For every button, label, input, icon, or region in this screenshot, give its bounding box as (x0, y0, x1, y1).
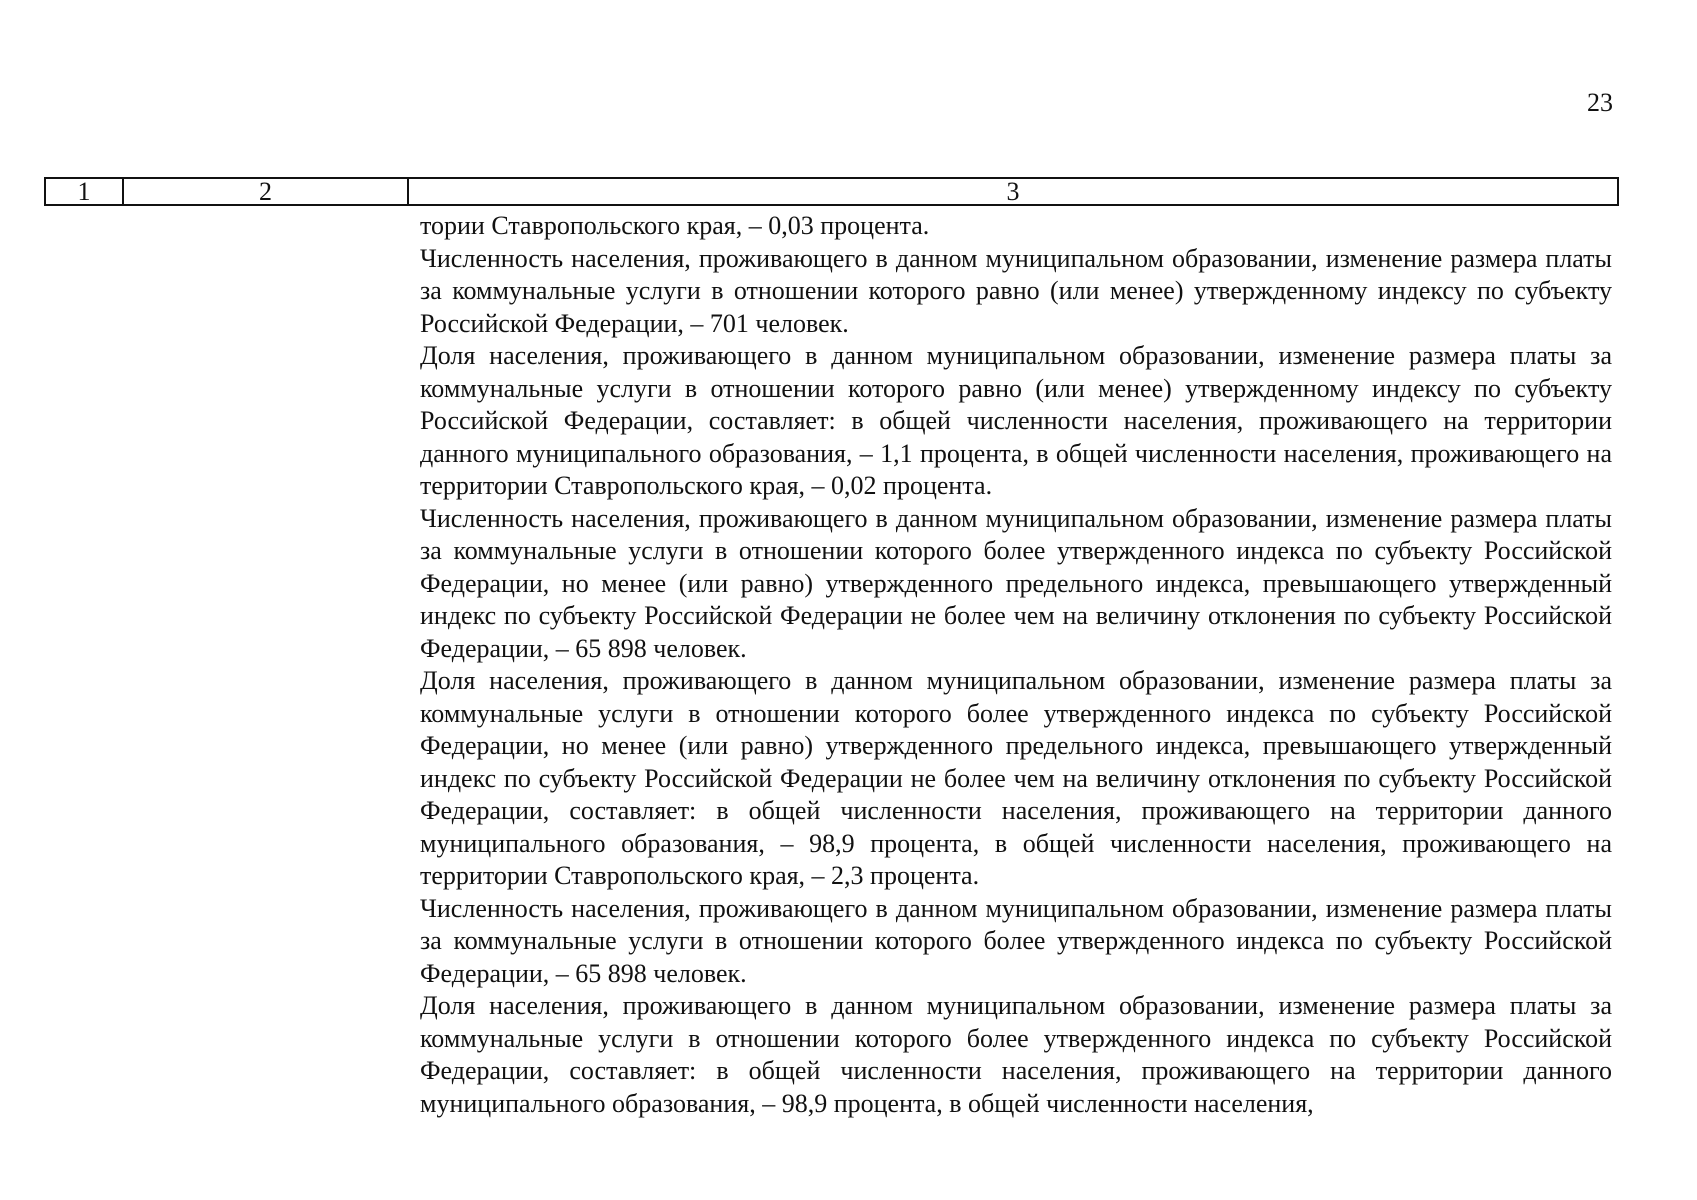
table-cell-text (420, 210, 1612, 1120)
paragraph: Численность населения, проживающего в данном муниципальном образовании, изменение размера платы за коммунальные услуги в отношении которого равно (или менее) утвержденному индексу по субъекту Российской Федерации, – 701 человек. (420, 243, 1612, 338)
paragraph: Численность населения, проживающего в данном муниципальном образовании, изменение размера платы за коммунальные услуги в отношении которого более утвержденного индекса по субъекту Российской Федерации, – 65 898 человек. (420, 893, 1612, 988)
paragraph: Численность населения, проживающего в данном муниципальном образовании, изменение размера платы за коммунальные услуги в отношении которого более утвержденного индекса по субъекту Российской Федерации, но менее (или равно) утвержденного предельного индекса, превышающего утвержденный индекс по субъекту Российской Федерации не более чем на величину отклонения по субъекту Российской Федерации, – 65 898 человек. (420, 503, 1612, 663)
paragraph: Доля населения, проживающего в данном муниципальном образовании, изменение размера платы за коммунальные услуги в отношении которого равно (или менее) утвержденному индексу по субъекту Российской Федерации, составляет: в общей численности населения, проживающего на территории данного муниципального образования, – 1,1 процента, в общей численности населения, проживающего на территории Ставропольского края, – 0,02 процента. (420, 341, 1612, 500)
table-header-col-2: 2 (124, 179, 409, 204)
paragraph: Доля населения, проживающего в данном муниципальном образовании, изменение размера платы за коммунальные услуги в отношении которого более утвержденного индекса по субъекту Российской Федерации, но менее (или равно) утвержденного предельного индекса, превышающего утвержденный индекс по субъекту Российской Федерации не более чем на величину отклонения по субъекту Российской Федерации, составляет: в общей численности населения, проживающего на территории данного муниципального образования, – 98,9 процента, в общей численности населения, проживающего на территории Ставропольского края, – 2,3 процента. (420, 666, 1612, 890)
paragraph: Доля населения, проживающего в данном муниципальном образовании, изменение размера платы за коммунальные услуги в отношении которого более утвержденного индекса по субъекту Российской Федерации, составляет: в общей численности населения, проживающего на территории данного муниципального образования, – 98,9 процента, в общей численности населения, (420, 991, 1612, 1118)
table-header-col-1: 1 (46, 179, 124, 204)
paragraph: тории Ставропольского края, – 0,03 процента. (420, 211, 930, 240)
table-header-col-3: 3 (1006, 177, 1020, 206)
table-header-row (44, 177, 1619, 206)
page-number: 23 (1587, 88, 1613, 117)
